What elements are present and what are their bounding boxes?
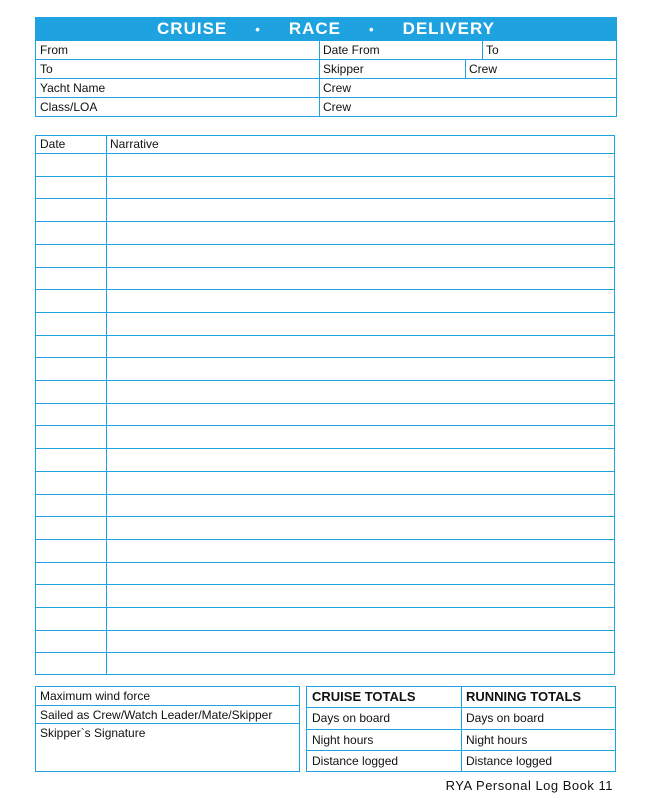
log-header-row: [36, 136, 614, 153]
info-row-from: [36, 41, 616, 60]
log-row-line: [36, 267, 614, 268]
info-row-class: [36, 98, 616, 116]
distance-logged-label: Distance logged: [466, 754, 553, 768]
log-row-line: [36, 562, 614, 563]
log-row-line: [36, 539, 614, 540]
bullet-separator: •: [255, 21, 261, 37]
days-on-board-label: Days on board: [312, 711, 391, 725]
running-totals-title: RUNNING TOTALS: [466, 689, 582, 704]
log-row-line: [36, 494, 614, 495]
cruise-totals-title: CRUISE TOTALS: [312, 689, 416, 704]
date-column-header: Date: [40, 137, 66, 151]
narrative-column-header: Narrative: [110, 137, 159, 151]
from-label: From: [40, 43, 68, 57]
to-date-label: To: [486, 43, 499, 57]
narrative-log-table: [35, 135, 615, 675]
cruise-label: CRUISE: [157, 19, 228, 38]
info-row-to: [36, 60, 616, 79]
log-row-line: [36, 335, 614, 336]
voyage-summary-box: [35, 686, 300, 772]
log-row-line: [36, 584, 614, 585]
night-hours-label: Night hours: [466, 733, 528, 747]
log-row-line: [36, 630, 614, 631]
delivery-label: DELIVERY: [402, 19, 495, 38]
date-from-label: Date From: [323, 43, 380, 57]
class-loa-label: Class/LOA: [40, 100, 98, 114]
log-row-line: [36, 198, 614, 199]
crew-label: Crew: [469, 62, 498, 76]
log-row-line: [36, 221, 614, 222]
skipper-label: Skipper: [323, 62, 364, 76]
column-divider: [106, 136, 107, 674]
distance-logged-label: Distance logged: [312, 754, 399, 768]
log-row-line: [36, 652, 614, 653]
log-row-line: [36, 153, 614, 154]
log-row-line: [36, 425, 614, 426]
log-row-line: [36, 403, 614, 404]
log-row-line: [36, 289, 614, 290]
bullet-separator: •: [369, 21, 375, 37]
info-row-yacht: [36, 79, 616, 98]
night-hours-label: Night hours: [312, 733, 374, 747]
crew-label: Crew: [323, 81, 352, 95]
log-row-line: [36, 244, 614, 245]
log-row-line: [36, 312, 614, 313]
log-row-line: [36, 380, 614, 381]
yacht-name-label: Yacht Name: [40, 81, 106, 95]
page-footer: RYA Personal Log Book 11: [445, 778, 613, 793]
max-wind-label: Maximum wind force: [40, 689, 151, 703]
log-row-line: [36, 176, 614, 177]
days-on-board-label: Days on board: [466, 711, 545, 725]
log-row-line: [36, 516, 614, 517]
sailed-as-label: Sailed as Crew/Watch Leader/Mate/Skipper: [40, 708, 273, 722]
log-row-line: [36, 471, 614, 472]
to-label: To: [40, 62, 53, 76]
log-row-line: [36, 357, 614, 358]
log-row-line: [36, 607, 614, 608]
voyage-info-table: [35, 41, 617, 117]
crew-label: Crew: [323, 100, 352, 114]
skipper-signature-label: Skipper`s Signature: [40, 726, 146, 740]
race-label: RACE: [288, 19, 341, 38]
log-type-header: [35, 17, 617, 41]
totals-table: [306, 686, 616, 772]
log-row-line: [36, 448, 614, 449]
